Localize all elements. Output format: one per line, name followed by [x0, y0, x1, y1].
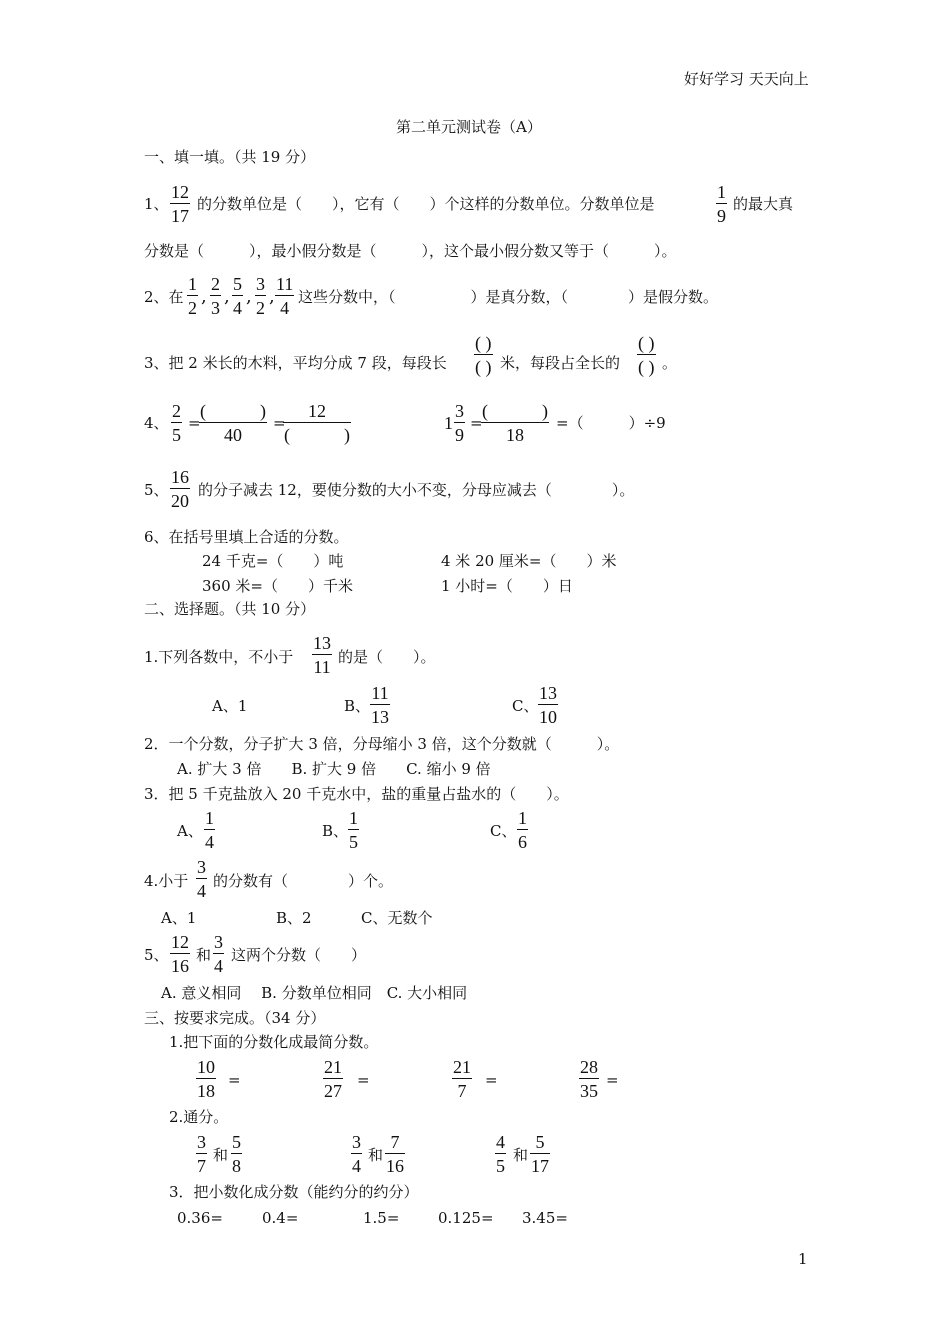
option-b: B、	[344, 697, 371, 715]
question-text-line2: 分数是（ ），最小假分数是（ ），这个最小假分数又等于（ ）。	[144, 242, 677, 260]
option-a: A、1	[161, 909, 197, 927]
fraction-5-17: 5 17	[531, 1132, 549, 1176]
unit-item: 1 小时=（ ）日	[441, 577, 573, 595]
question-text: 3．把 5 千克盐放入 20 千克水中，盐的重量占盐水的（ ）。	[144, 785, 569, 803]
page-title: 第二单元测试卷（A）	[396, 118, 542, 136]
fraction-21-7: 21 7	[453, 1057, 471, 1101]
fraction-11-13: 11 13	[371, 683, 389, 727]
fraction-28-35: 28 35	[580, 1057, 598, 1101]
fraction-4-5: 4 5	[496, 1132, 505, 1176]
equals-sign: =	[485, 1071, 498, 1089]
option-c: C、	[512, 697, 539, 715]
fraction-1-6: 1 6	[518, 808, 527, 852]
question-number: 2、在	[144, 288, 184, 306]
blank-fraction[interactable]: ( ) ( )	[638, 333, 655, 377]
fraction-1-4: 1 4	[205, 808, 214, 852]
question-text: 4.小于	[144, 872, 189, 890]
fraction-13-10: 13 10	[539, 683, 557, 727]
fraction: 11 4	[276, 274, 294, 318]
comma: ,	[246, 286, 252, 307]
fraction-10-18: 10 18	[197, 1057, 215, 1101]
question-text: 的分数单位是（ ），它有（ ）个这样的分数单位。分数单位是	[197, 195, 655, 213]
question-text: 这两个分数（ ）	[231, 946, 367, 964]
fraction-21-27: 21 27	[324, 1057, 342, 1101]
part-text: 3．把小数化成分数（能约分的约分）	[169, 1183, 419, 1201]
and-word: 和	[368, 1146, 384, 1164]
options: A. 意义相同 B. 分数单位相同 C. 大小相同	[161, 984, 468, 1002]
equals-sign: =	[273, 414, 286, 432]
option-b: B、2	[276, 909, 312, 927]
mixed-whole: 1	[444, 413, 453, 433]
fraction: 5 4	[233, 274, 242, 318]
comma: ,	[269, 286, 275, 307]
equals-sign: =	[228, 1071, 241, 1089]
fraction-13-11: 13 11	[313, 633, 331, 677]
option-c: C、无数个	[361, 909, 433, 927]
part-text: 2.通分。	[169, 1108, 229, 1126]
blank-fraction[interactable]: ( ) 18	[482, 401, 548, 445]
question-text: =（ ）÷9	[556, 414, 666, 432]
options: A. 扩大 3 倍 B. 扩大 9 倍 C. 缩小 9 倍	[177, 760, 491, 778]
fraction: 3 2	[256, 274, 265, 318]
fraction-2-5: 2 5	[172, 401, 181, 445]
fraction-16-20: 16 20	[171, 467, 189, 511]
page-number: 1	[798, 1250, 808, 1268]
equals-sign: =	[188, 414, 201, 432]
fraction-7-16: 7 16	[386, 1132, 404, 1176]
fraction: 2 3	[211, 274, 220, 318]
fraction-1-9: 1 9	[717, 182, 726, 226]
section-2-heading: 二、选择题。（共 10 分）	[144, 600, 316, 618]
question-text: 的分子减去 12，要使分数的大小不变，分母应减去（ ）。	[198, 481, 635, 499]
and-word: 和	[213, 1146, 229, 1164]
comma: ,	[201, 286, 207, 307]
unit-item: 24 千克=（ ）吨	[202, 552, 344, 570]
decimal-item: 3.45=	[522, 1209, 568, 1227]
and-word: 和	[196, 946, 212, 964]
fraction-3-9: 3 9	[455, 401, 464, 445]
section-1-heading: 一、填一填。（共 19 分）	[144, 148, 316, 166]
question-text: 米，每段占全长的	[500, 354, 621, 372]
option-b: B、	[322, 822, 349, 840]
equals-sign: =	[606, 1071, 619, 1089]
question-text: 3、把 2 米长的木料，平均分成 7 段，每段长	[144, 354, 447, 372]
decimal-item: 0.36=	[177, 1209, 223, 1227]
blank-fraction[interactable]: ( ) 40	[200, 401, 266, 445]
comma: ,	[224, 286, 230, 307]
blank-fraction[interactable]: ( ) ( )	[475, 333, 492, 377]
fraction-3-4: 3 4	[214, 932, 223, 976]
fraction-1-5: 1 5	[349, 808, 358, 852]
question-number: 5、	[144, 481, 169, 499]
unit-item: 360 米=（ ）千米	[202, 577, 353, 595]
section-3-heading: 三、按要求完成。（34 分）	[144, 1009, 326, 1027]
blank-fraction[interactable]: 12 ( )	[284, 401, 350, 445]
question-number: 5、	[144, 946, 169, 964]
fraction-5-8: 5 8	[232, 1132, 241, 1176]
option-a: A、	[177, 822, 203, 840]
decimal-item: 0.4=	[262, 1209, 299, 1227]
question-text: 1.下列各数中，不小于	[144, 648, 294, 666]
option-a: A、1	[212, 697, 248, 715]
part-text: 1.把下面的分数化成最简分数。	[169, 1033, 379, 1051]
equals-sign: =	[357, 1071, 370, 1089]
question-text: 的分数有（ ）个。	[213, 872, 394, 890]
question-text: 这些分数中，（ ）是真分数，（ ）是假分数。	[298, 288, 719, 306]
fraction-3-4: 3 4	[352, 1132, 361, 1176]
header-motto: 好好学习 天天向上	[684, 70, 809, 88]
decimal-item: 0.125=	[438, 1209, 494, 1227]
decimal-item: 1.5=	[363, 1209, 400, 1227]
question-number: 1、	[144, 195, 169, 213]
fraction-12-16: 12 16	[171, 932, 189, 976]
and-word: 和	[513, 1146, 529, 1164]
question-text: 的是（ ）。	[338, 648, 436, 666]
fraction-3-7: 3 7	[197, 1132, 206, 1176]
equals-sign: =	[470, 414, 483, 432]
option-c: C、	[490, 822, 517, 840]
question-text: 。	[662, 354, 678, 372]
unit-item: 4 米 20 厘米=（ ）米	[441, 552, 617, 570]
fraction: 1 2	[188, 274, 197, 318]
question-text: 2．一个分数，分子扩大 3 倍，分母缩小 3 倍，这个分数就（ ）。	[144, 735, 620, 753]
fraction-12-17: 12 17	[171, 182, 189, 226]
fraction-3-4: 3 4	[197, 857, 206, 901]
question-text-tail: 的最大真	[733, 195, 794, 213]
question-text: 6、在括号里填上合适的分数。	[144, 528, 349, 546]
question-number: 4、	[144, 414, 169, 432]
